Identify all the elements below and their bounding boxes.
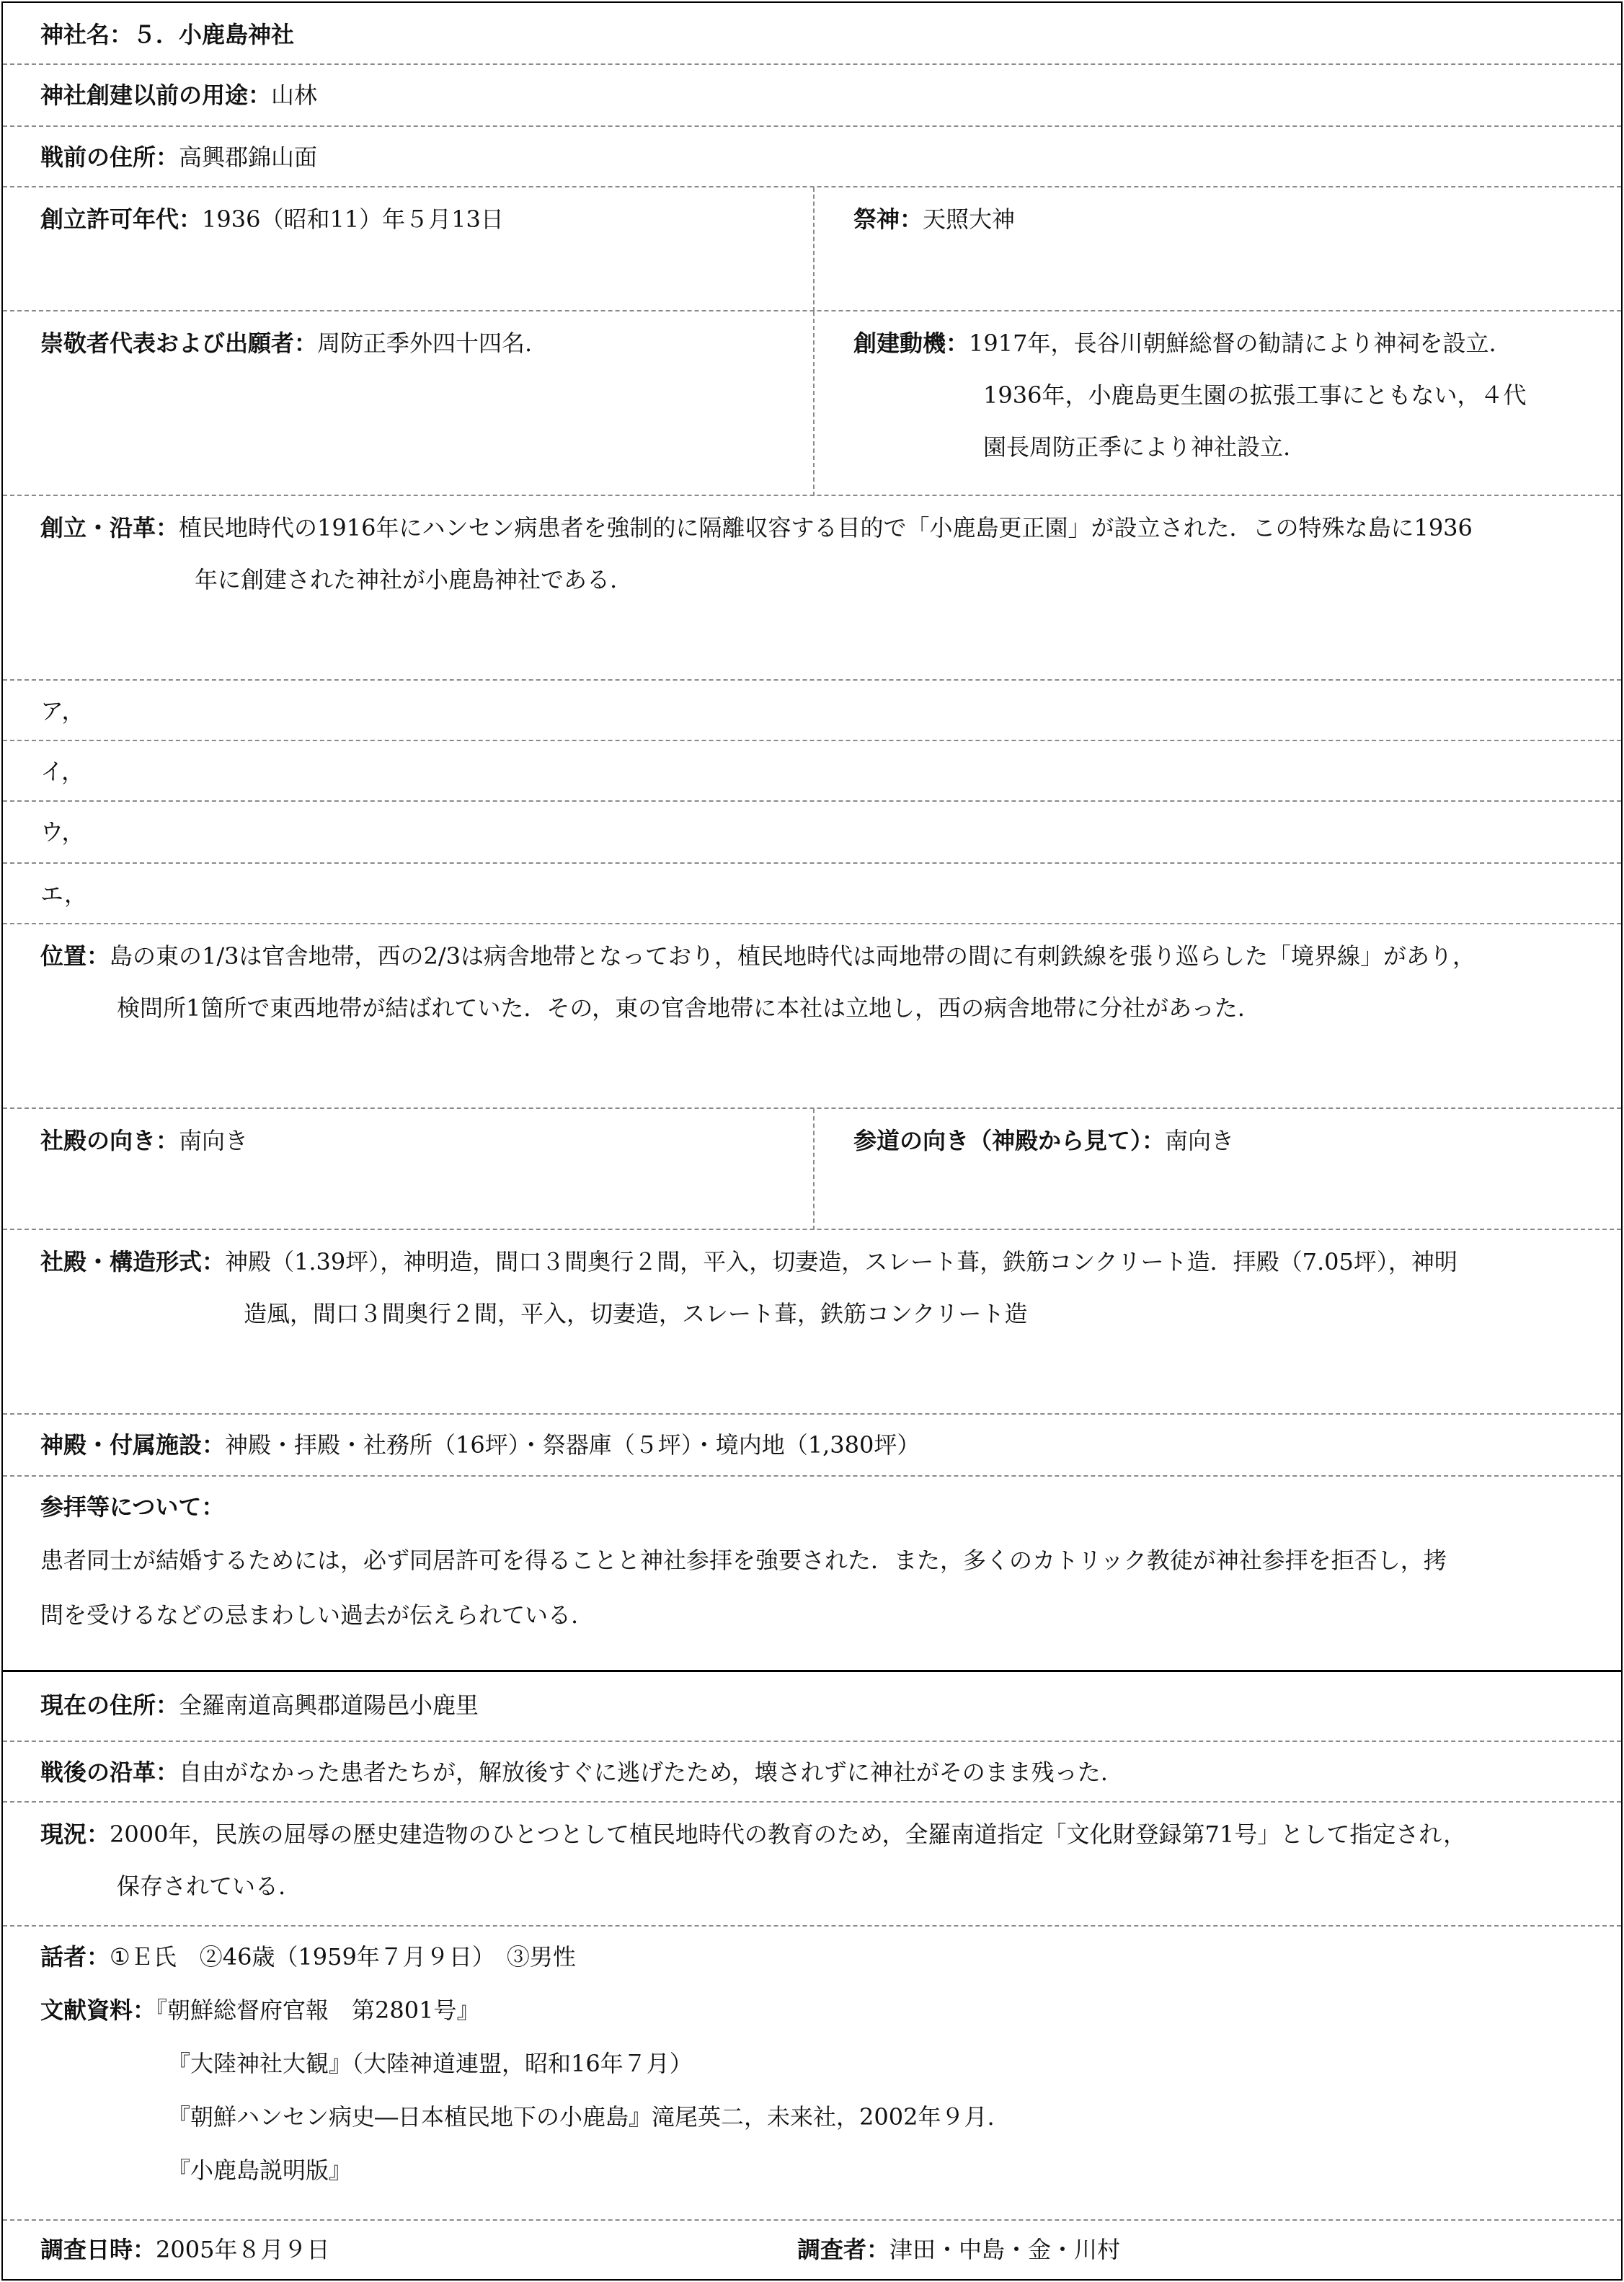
current-address-value: 全羅南道高興郡道陽邑小鹿里 (179, 1691, 479, 1719)
shrine-record-sheet (1, 1, 1623, 2281)
prior-use-label: 神社創建以前の用途： (40, 81, 272, 109)
prior-use-value: 山林 (271, 81, 318, 109)
worship-label: 参拝等について： (40, 1493, 225, 1521)
motive-label: 創建動機： (853, 330, 969, 357)
approach-direction-value: 南向き (1165, 1127, 1235, 1154)
postwar-label: 戦後の沿革： (40, 1759, 179, 1786)
row-facilities (3, 1413, 1621, 1475)
row-structure (3, 1229, 1621, 1413)
reference-4: 『小鹿島説明版』 (167, 2157, 352, 2184)
deity-label: 祭神： (853, 205, 923, 233)
row-item-a (3, 679, 1621, 740)
row-location (3, 923, 1621, 1107)
item-u: ウ， (40, 818, 85, 846)
row-representative-motive (3, 310, 1621, 495)
motive-line-3: 園長周防正季により神社設立. (983, 433, 1291, 461)
row-item-u (3, 800, 1621, 862)
row-speaker-references (3, 1925, 1621, 2219)
postwar-value: 自由がなかった患者たちが，解放後すぐに逃げたため，壊されずに神社がそのまま残った. (179, 1759, 1108, 1786)
current-address-label: 現在の住所： (40, 1691, 179, 1719)
worship-line-1: 患者同士が結婚するためには，必ず同居許可を得ることと神社参拝を強要された．また，多くのカトリック教徒が神社参拝を拒否し，拷 (40, 1547, 1447, 1574)
motive-line-1: 1917年，長谷川朝鮮総督の勧請により神祠を設立. (969, 330, 1496, 357)
motive-line-2: 1936年，小鹿島更生園の拡張工事にともない，４代 (983, 381, 1527, 409)
history-line-1: 植民地時代の1916年にハンセン病患者を強制的に隔離収容する目的で「小鹿島更正園」が設立された．この特殊な島に1936 (179, 514, 1473, 541)
prewar-address-label: 戦前の住所： (40, 143, 179, 171)
structure-label: 社殿・構造形式： (40, 1248, 226, 1275)
location-line-2: 検問所1箇所で東西地帯が結ばれていた．その，東の官舎地帯に本社は立地し，西の病舎地帯に分社があった. (117, 994, 1245, 1022)
hall-direction-label: 社殿の向き： (40, 1127, 179, 1154)
item-e: エ， (40, 880, 87, 908)
prewar-address-value: 高興郡錦山面 (179, 143, 318, 171)
speaker-value: ①Ｅ氏 ②46歳（1959年７月９日） ③男性 (110, 1943, 576, 1971)
facilities-value: 神殿・拝殿・社務所（16坪）・祭器庫（５坪）・境内地（1,380坪） (225, 1431, 920, 1459)
column-divider (813, 1109, 815, 1230)
references-label: 文献資料： (40, 1996, 156, 2024)
row-item-i (3, 740, 1621, 800)
structure-line-1: 神殿（1.39坪），神明造，間口３間奥行２間，平入，切妻造，スレート葺，鉄筋コンクリート造．拝殿（7.05坪），神明 (225, 1248, 1457, 1275)
survey-date-value: 2005年８月９日 (156, 2236, 330, 2263)
representative-value: 周防正季外四十四名. (317, 330, 533, 357)
row-directions (3, 1107, 1621, 1229)
row-survey (3, 2219, 1621, 2279)
shrine-name-label: 神社名： (40, 21, 133, 48)
reference-3: 『朝鮮ハンセン病史―日本植民地下の小鹿島』滝尾英二，未来社，2002年９月. (167, 2103, 995, 2131)
speaker-label: 話者： (40, 1943, 110, 1971)
status-line-1: 2000年，民族の屈辱の歴史建造物のひとつとして植民地時代の教育のため，全羅南道指定「文化財登録第71号」として指定され， (110, 1821, 1467, 1848)
row-prior-use (3, 63, 1621, 125)
column-divider (813, 311, 815, 496)
item-i: イ， (40, 758, 85, 785)
status-line-2: 保存されている. (117, 1872, 286, 1900)
worship-line-2: 問を受けるなどの忌まわしい過去が伝えられている. (40, 1601, 579, 1629)
approach-direction-label: 参道の向き（神殿から見て）： (853, 1127, 1166, 1154)
deity-value: 天照大神 (923, 205, 1016, 233)
surveyors-label: 調査者： (797, 2236, 890, 2263)
hall-direction-value: 南向き (179, 1127, 249, 1154)
history-line-2: 年に創建された神社が小鹿島神社である. (195, 566, 618, 593)
row-postwar (3, 1741, 1621, 1801)
location-line-1: 島の東の1/3は官舎地帯，西の2/3は病舎地帯となっており，植民地時代は両地帯の間に有刺鉄線を張り巡らした「境界線」があり， (110, 942, 1476, 970)
row-worship (3, 1475, 1621, 1670)
row-shrine-name (3, 3, 1621, 63)
status-label: 現況： (40, 1821, 110, 1848)
location-label: 位置： (40, 942, 110, 970)
history-label: 創立・沿革： (40, 514, 179, 541)
reference-2: 『大陸神社大観』（大陸神道連盟，昭和16年７月） (167, 2050, 693, 2077)
reference-1: 『朝鮮総督府官報 第2801号』 (156, 1996, 480, 2024)
column-divider (813, 187, 815, 311)
row-history (3, 495, 1621, 679)
representative-label: 崇敬者代表および出願者： (40, 330, 318, 357)
structure-line-2: 造風，間口３間奥行２間，平入，切妻造，スレート葺，鉄筋コンクリート造 (244, 1300, 1028, 1327)
survey-date-label: 調査日時： (40, 2236, 156, 2263)
shrine-name-value: ５．小鹿島神社 (133, 21, 295, 48)
row-founding-deity (3, 186, 1621, 310)
founding-permit-value: 1936（昭和11）年５月13日 (202, 205, 504, 233)
row-current-address (3, 1670, 1621, 1741)
item-a: ア， (40, 697, 85, 725)
facilities-label: 神殿・付属施設： (40, 1431, 226, 1459)
row-status (3, 1801, 1621, 1925)
surveyors-value: 津田・中島・金・川村 (889, 2236, 1121, 2263)
row-item-e (3, 862, 1621, 923)
row-prewar-address (3, 125, 1621, 186)
founding-permit-label: 創立許可年代： (40, 205, 203, 233)
